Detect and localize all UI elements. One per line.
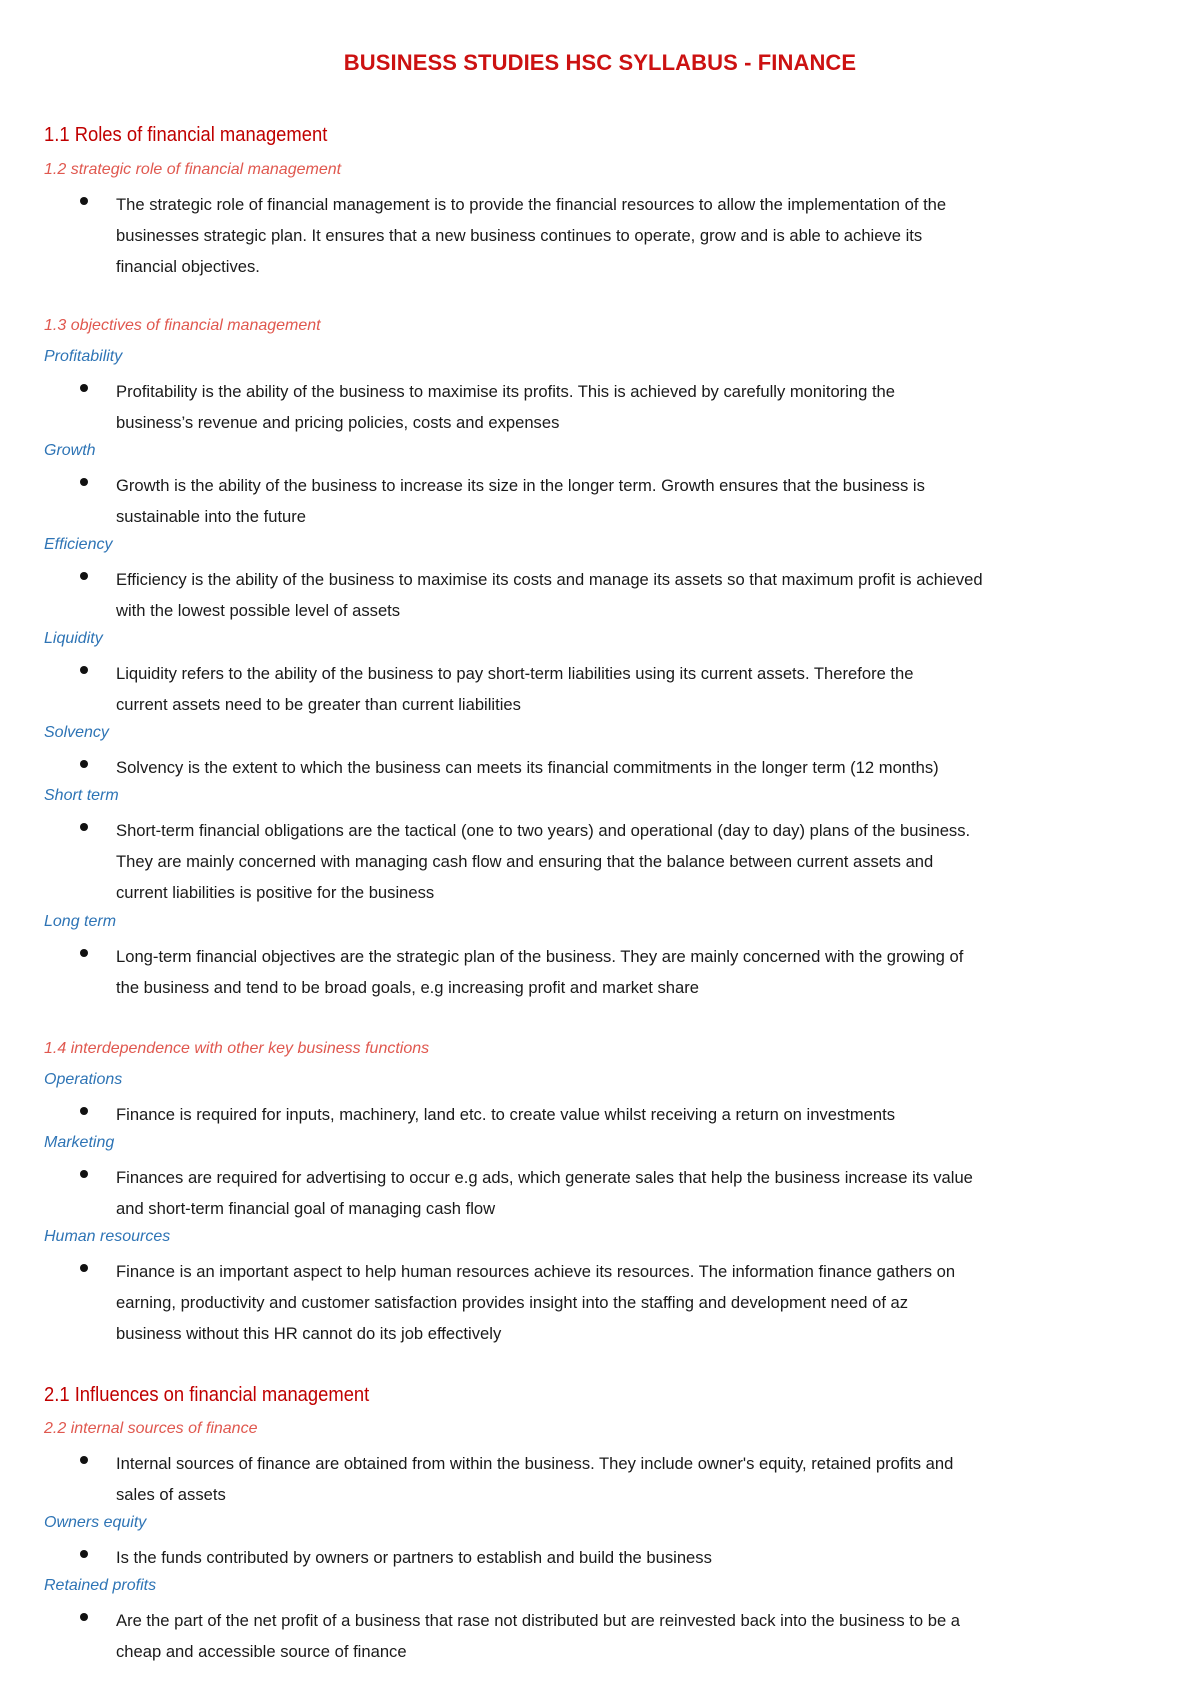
- bullet-text: [116, 1256, 1180, 1349]
- bullet-text: [116, 1162, 1180, 1224]
- bullet-text: [116, 1542, 1180, 1573]
- page-title: BUSINESS STUDIES HSC SYLLABUS - FINANCE: [343, 50, 857, 75]
- bullet-line: current liabilities is positive for the business: [116, 883, 435, 902]
- bullet-text: [116, 470, 1180, 532]
- heading-1-2: 1.2 strategic role of financial management: [44, 161, 342, 178]
- bullet-line: Internal sources of finance are obtained from within the business. They include owner's equity, retained profits and: [116, 1454, 954, 1473]
- bullet-icon: [80, 1170, 88, 1178]
- bullet-icon: [80, 384, 88, 392]
- bullet-text: [116, 376, 1180, 438]
- heading-1-1: 1.1 Roles of financial management: [44, 124, 328, 146]
- bullet-line: cheap and accessible source of finance: [116, 1642, 407, 1661]
- bullet-line: Growth is the ability of the business to increase its size in the longer term. Growth ensures that the business is: [116, 476, 925, 495]
- bullet-text: [116, 752, 1180, 783]
- bullet-line: Efficiency is the ability of the business to maximise its costs and manage its assets so that maximum profit is achieved: [116, 570, 983, 589]
- bullet-line: business without this HR cannot do its job effectively: [116, 1324, 502, 1343]
- bullet-text: [116, 564, 1180, 626]
- bullet-icon: [80, 823, 88, 831]
- bullet-icon: [80, 478, 88, 486]
- bullet-line: Finance is required for inputs, machinery, land etc. to create value whilst receiving a return on investments: [116, 1105, 896, 1124]
- subheading-liquidity: Liquidity: [44, 630, 103, 647]
- bullet-line: The strategic role of financial management is to provide the financial resources to allow the implementation of the: [116, 195, 947, 214]
- subheading-operations: Operations: [44, 1071, 123, 1088]
- bullet-icon: [80, 1107, 88, 1115]
- bullet-line: earning, productivity and customer satisfaction provides insight into the staffing and development need of az: [116, 1293, 909, 1312]
- bullet-line: Finances are required for advertising to occur e.g ads, which generate sales that help the business increase its value: [116, 1168, 973, 1187]
- bullet-text: [116, 815, 1180, 908]
- bullet-icon: [80, 572, 88, 580]
- bullet-icon: [80, 1613, 88, 1621]
- subheading-marketing: Marketing: [44, 1134, 115, 1151]
- bullet-icon: [80, 760, 88, 768]
- bullet-icon: [80, 197, 88, 205]
- bullet-icon: [80, 1264, 88, 1272]
- bullet-line: Short-term financial obligations are the tactical (one to two years) and operational (day to day) plans of the business.: [116, 821, 971, 840]
- bullet-line: Solvency is the extent to which the business can meets its financial commitments in the longer term (12 months): [116, 758, 939, 777]
- bullet-icon: [80, 1456, 88, 1464]
- bullet-text: [116, 1099, 1180, 1130]
- bullet-line: with the lowest possible level of assets: [116, 601, 401, 620]
- bullet-line: Long-term financial objectives are the strategic plan of the business. They are mainly concerned with the growing of: [116, 947, 964, 966]
- bullet-text: [116, 189, 1180, 282]
- bullet-line: the business and tend to be broad goals, e.g increasing profit and market share: [116, 978, 699, 997]
- bullet-text: [116, 1605, 1180, 1667]
- bullet-icon: [80, 1550, 88, 1558]
- bullet-line: and short-term financial goal of managing cash flow: [116, 1199, 496, 1218]
- bullet-line: Profitability is the ability of the business to maximise its profits. This is achieved by carefully monitoring the: [116, 382, 896, 401]
- heading-1-3: 1.3 objectives of financial management: [44, 317, 321, 334]
- bullet-line: business’s revenue and pricing policies, costs and expenses: [116, 413, 560, 432]
- bullet-text: [116, 941, 1180, 1003]
- bullet-line: Liquidity refers to the ability of the business to pay short-term liabilities using its current assets. Therefore the: [116, 664, 914, 683]
- subheading-long-term: Long term: [44, 913, 117, 930]
- subheading-solvency: Solvency: [44, 724, 109, 741]
- heading-2-1: 2.1 Influences on financial management: [44, 1384, 370, 1406]
- bullet-line: financial objectives.: [116, 257, 260, 276]
- bullet-line: Are the part of the net profit of a business that rase not distributed but are reinvested back into the business to be a: [116, 1611, 961, 1630]
- bullet-text: [116, 1448, 1180, 1510]
- subheading-human-resources: Human resources: [44, 1228, 171, 1245]
- subheading-retained-profits: Retained profits: [44, 1577, 157, 1594]
- bullet-line: sustainable into the future: [116, 507, 307, 526]
- subheading-short-term: Short term: [44, 787, 119, 804]
- bullet-line: current assets need to be greater than current liabilities: [116, 695, 521, 714]
- bullet-text: [116, 658, 1180, 720]
- bullet-line: businesses strategic plan. It ensures that a new business continues to operate, grow and is able to achieve its: [116, 226, 923, 245]
- bullet-line: Is the funds contributed by owners or partners to establish and build the business: [116, 1548, 712, 1567]
- bullet-line: Finance is an important aspect to help human resources achieve its resources. The information finance gathers on: [116, 1262, 956, 1281]
- subheading-profitability: Profitability: [44, 348, 123, 365]
- subheading-growth: Growth: [44, 442, 96, 459]
- bullet-icon: [80, 666, 88, 674]
- subheading-owners-equity: Owners equity: [44, 1514, 147, 1531]
- bullet-icon: [80, 949, 88, 957]
- bullet-line: sales of assets: [116, 1485, 226, 1504]
- bullet-line: They are mainly concerned with managing cash flow and ensuring that the balance between current assets and: [116, 852, 934, 871]
- subheading-efficiency: Efficiency: [44, 536, 113, 553]
- heading-1-4: 1.4 interdependence with other key business functions: [44, 1040, 430, 1057]
- heading-2-2: 2.2 internal sources of finance: [44, 1420, 258, 1437]
